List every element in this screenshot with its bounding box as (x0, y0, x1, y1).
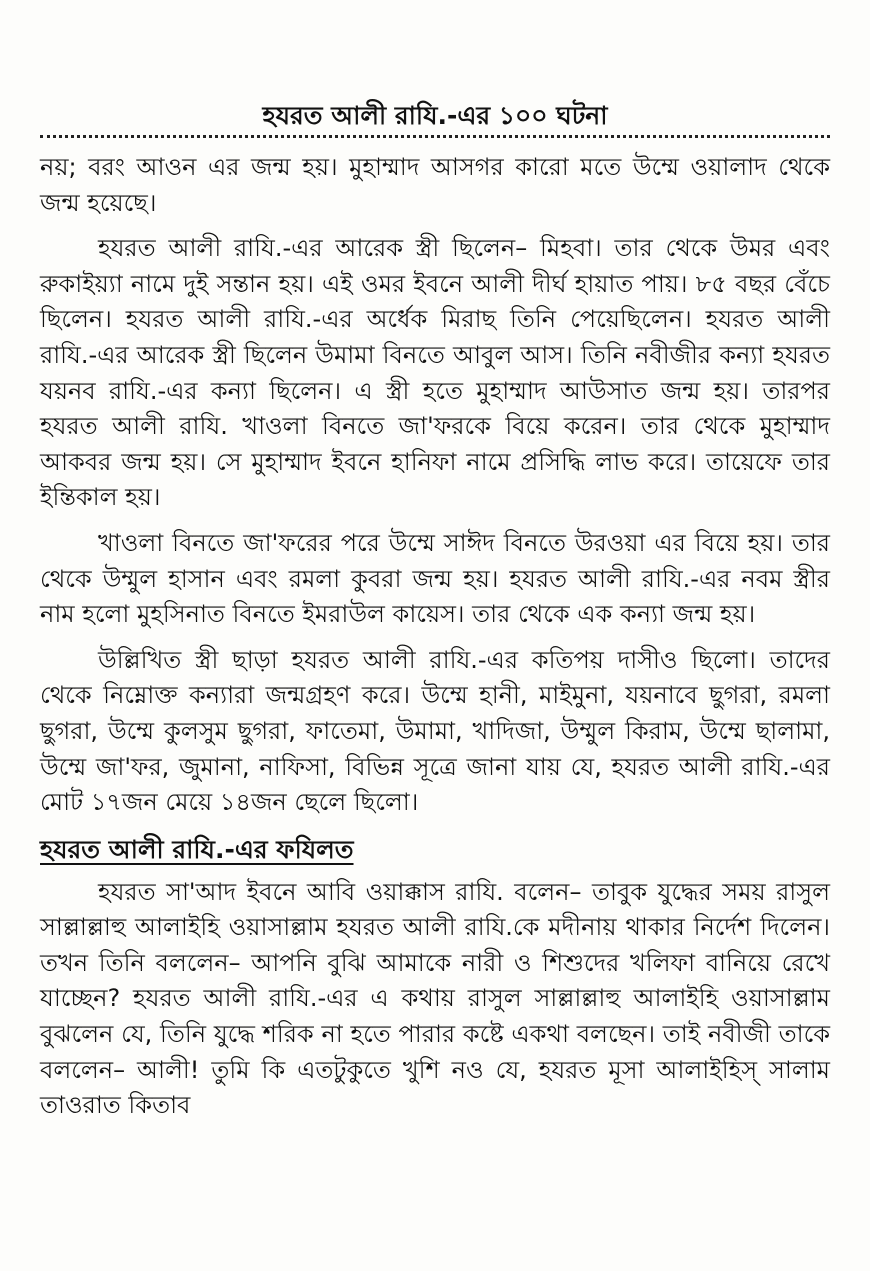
body-text (40, 150, 830, 1134)
paragraph-4: উল্লিখিত স্ত্রী ছাড়া হযরত আলী রাযি.-এর কতিপয় দাসীও ছিলো। তাদের থেকে নিম্নোক্ত কন্যারা জন্মগ্রহণ করে। উম্মে হানী, মাইমুনা, যয়নাবে ছুগরা, রমলা ছুগরা, উম্মে কুলসুম ছুগরা, ফাতেমা, উমামা, খাদিজা, উম্মুল কিরাম, উম্মে ছালামা, উম্মে জা'ফর, জুমানা, নাফিসা, বিভিন্ন সূত্রে জানা যায় যে, হযরত আলী রাযি.-এর মোট ১৭জন মেয়ে ১৪জন ছেলে ছিলো। (40, 645, 830, 817)
section-heading: হযরত আলী রাযি.-এর ফযিলত (40, 834, 354, 864)
paragraph-2: হযরত আলী রাযি.-এর আরেক স্ত্রী ছিলেন– মিহবা। তার থেকে উমর এবং রুকাইয়্যা নামে দুই সন্তান হয়। এই ওমর ইবনে আলী দীর্ঘ হায়াত পায়। ৮৫ বছর বেঁচে ছিলেন। হযরত আলী রাযি.-এর অর্ধেক মিরাছ তিনি পেয়েছিলেন। হযরত আলী রাযি.-এর আরেক স্ত্রী ছিলেন উমামা বিনতে আবুল আস। তিনি নবীজীর কন্যা হযরত যয়নব রাযি.-এর কন্যা ছিলেন। এ স্ত্রী হতে মুহাম্মাদ আউসাত জন্ম হয়। তারপর হযরত আলী রাযি. খাওলা বিনতে জা'ফরকে বিয়ে করেন। তার থেকে মুহাম্মাদ আকবর জন্ম হয়। সে মুহাম্মাদ ইবনে হানিফা নামে প্রসিদ্ধি লাভ করে। তায়েফে তার ইন্তিকাল হয়। (40, 234, 830, 512)
header-dotted-rule (40, 135, 830, 138)
section-paragraph-1: হযরত সা'আদ ইবনে আবি ওয়াক্কাস রাযি. বলেন– তাবুক যুদ্ধের সময় রাসুল সাল্লাল্লাহু আলাইহি ওয়াসাল্লাম হযরত আলী রাযি.কে মদীনায় থাকার নির্দেশ দিলেন। তখন তিনি বললেন– আপনি বুঝি আমাকে নারী ও শিশুদের খলিফা বানিয়ে রেখে যাচ্ছেন? হযরত আলী রাযি.-এর এ কথায় রাসুল সাল্লাল্লাহু আলাইহি ওয়াসাল্লাম বুঝলেন যে, তিনি যুদ্ধে শরিক না হতে পারার কষ্টে একথা বলছেন। তাই নবীজী তাকে বললেন– আলী! তুমি কি এতটুকুতে খুশি নও যে, হযরত মূসা আলাইহিস্ সালাম তাওরাত কিতাব (40, 877, 830, 1120)
paragraph-1: নয়; বরং আওন এর জন্ম হয়। মুহাম্মাদ আসগর কারো মতে উম্মে ওয়ালাদ থেকে জন্ম হয়েছে। (40, 153, 830, 217)
running-head: হযরত আলী রাযি.-এর ১০০ ঘটনা (262, 101, 608, 130)
paragraph-3: খাওলা বিনতে জা'ফরের পরে উম্মে সাঈদ বিনতে উরওয়া এর বিয়ে হয়। তার থেকে উম্মুল হাসান এবং রমলা কুবরা জন্ম হয়। হযরত আলী রাযি.-এর নবম স্ত্রীর নাম হলো মুহসিনাত বিনতে ইমরাউল কায়েস। তার থেকে এক কন্যা জন্ম হয়। (40, 528, 830, 629)
